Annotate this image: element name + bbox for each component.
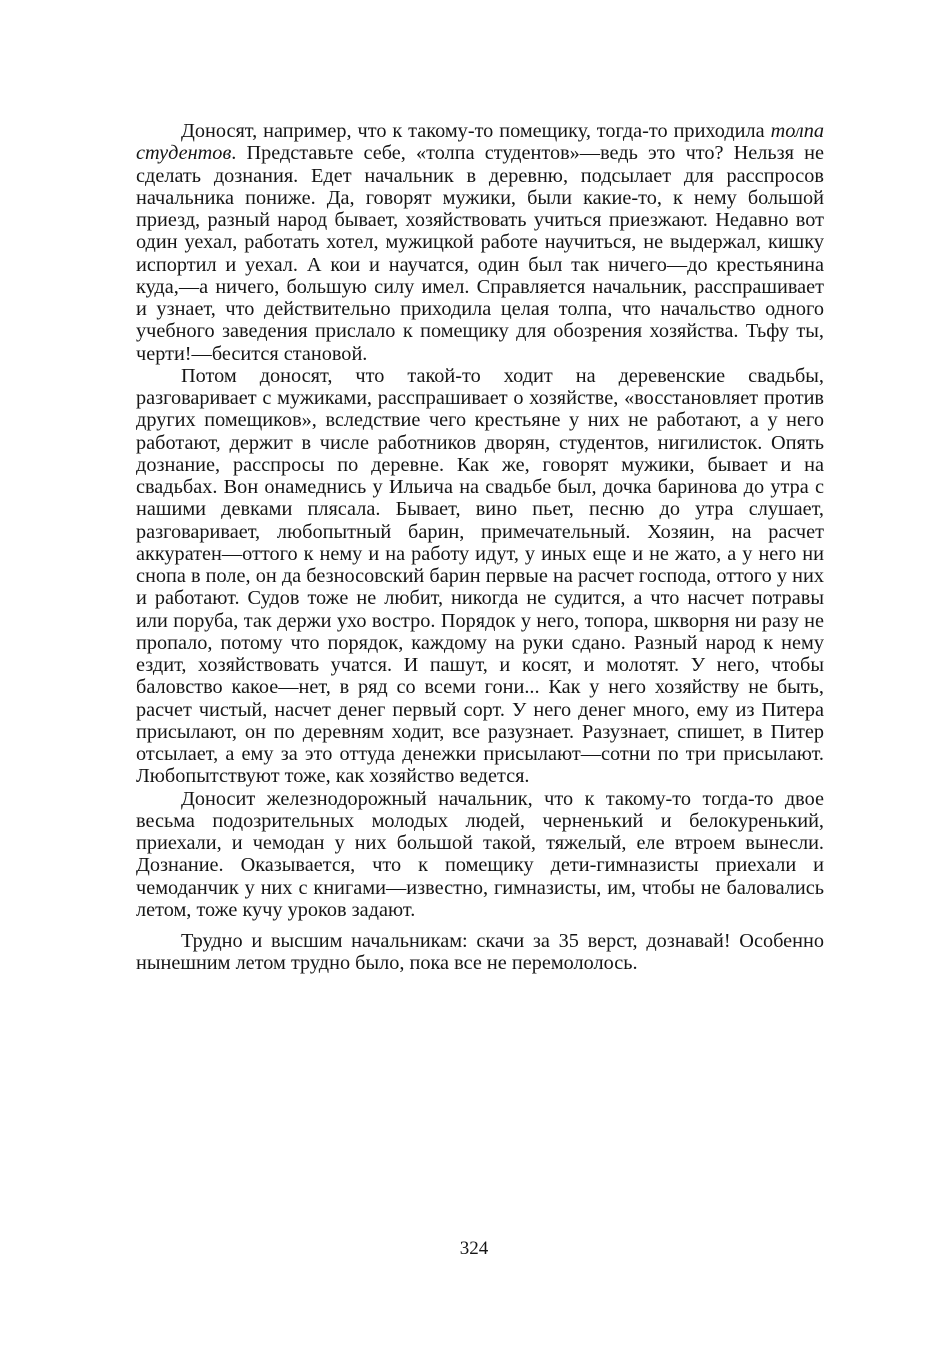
paragraph-1 (136, 120, 824, 365)
body-text (136, 120, 824, 975)
paragraph-1-emphasis: толпа студентов (136, 120, 824, 165)
paragraph-1-lead: Доносят, например, что к такому-то помещику, тогда-то приходила (181, 120, 771, 142)
paragraph-2: Потом доносят, что такой-то ходит на деревенские свадьбы, разговаривает с мужиками, расспрашивает о хозяйстве, «восстановляет против других помещиков», вследствие чего крестьяне у них не работают, а у него работают, держит в числе работников дворян, студентов, нигилисток. Опять дознание, расспросы по деревне. Как же, говорят мужики, бывает и на свадьбах. Вон онамеднись у Ильича на свадьбе был, дочка баринова до утра с нашими девками плясала. Бывает, вино пьет, песню до утра слушает, разговаривает, любопытный барин, примечательный. Хозяин, на расчет аккуратен—оттого к нему и на работу идут, у иных еще и не жато, а у него ни снопа в поле, он да безносовский барин первые на расчет господа, оттого у них и работают. Судов тоже не любит, никогда не судится, а что насчет потравы или поруба, так держи ухо востро. Порядок у него, топора, шкворня ни разу не пропало, потому что порядок, каждому на руки сдано. Разный народ к нему ездит, хозяйствовать учатся. И пашут, и косят, и молотят. У него, чтобы баловство какое—нет, в ряд со всеми гони... Как у него хозяйству не быть, расчет чистый, насчет денег первый сорт. У него денег много, ему из Питера присылают, он по деревням ходит, все разузнает. Разузнает, спишет, в Питер отсылает, а ему за это оттуда денежки присылают—сотни по три присылают. Любопытствуют тоже, как хозяйство ведется. (136, 364, 824, 788)
paragraph-4: Трудно и высшим начальникам: скачи за 35 верст, дознавай! Особенно нынешним летом трудно было, пока все не перемололось. (136, 930, 824, 975)
page-number: 324 (459, 1238, 489, 1259)
paragraph-3: Доносит железнодорожный начальник, что к такому-то тогда-то двое весьма подозрительных молодых людей, черненький и белокуренький, приехали, и чемодан у них большой такой, тяжелый, еле втроем вынесли. Дознание. Оказывается, что к помещику дети-гимназисты приехали и чемоданчик у них с книгами—известно, гимназисты, им, чтобы не баловались летом, тоже кучу уроков задают. (136, 787, 824, 921)
paragraph-1-rest: . Представьте себе, «толпа студентов»—ведь это что? Нельзя не сделать дознания. Едет начальник в деревню, подсылает для расспросов начальника пониже. Да, говорят мужики, были какие-то, к нему большой приезд, разный народ бывает, хозяйствовать учиться приезжают. Недавно вот один уехал, работать хотел, мужицкой работе научиться, не выдержал, кишку испортил и уехал. А кои и научатся, один был так ничего—до крестьянина куда,—а ничего, большую силу имел. Справляется начальник, расспрашивает и узнает, что действительно приходила целая толпа, что начальство одного учебного заведения прислало к помещику для обозрения хозяйства. Тьфу ты, черти!—бесится становой. (136, 142, 824, 365)
